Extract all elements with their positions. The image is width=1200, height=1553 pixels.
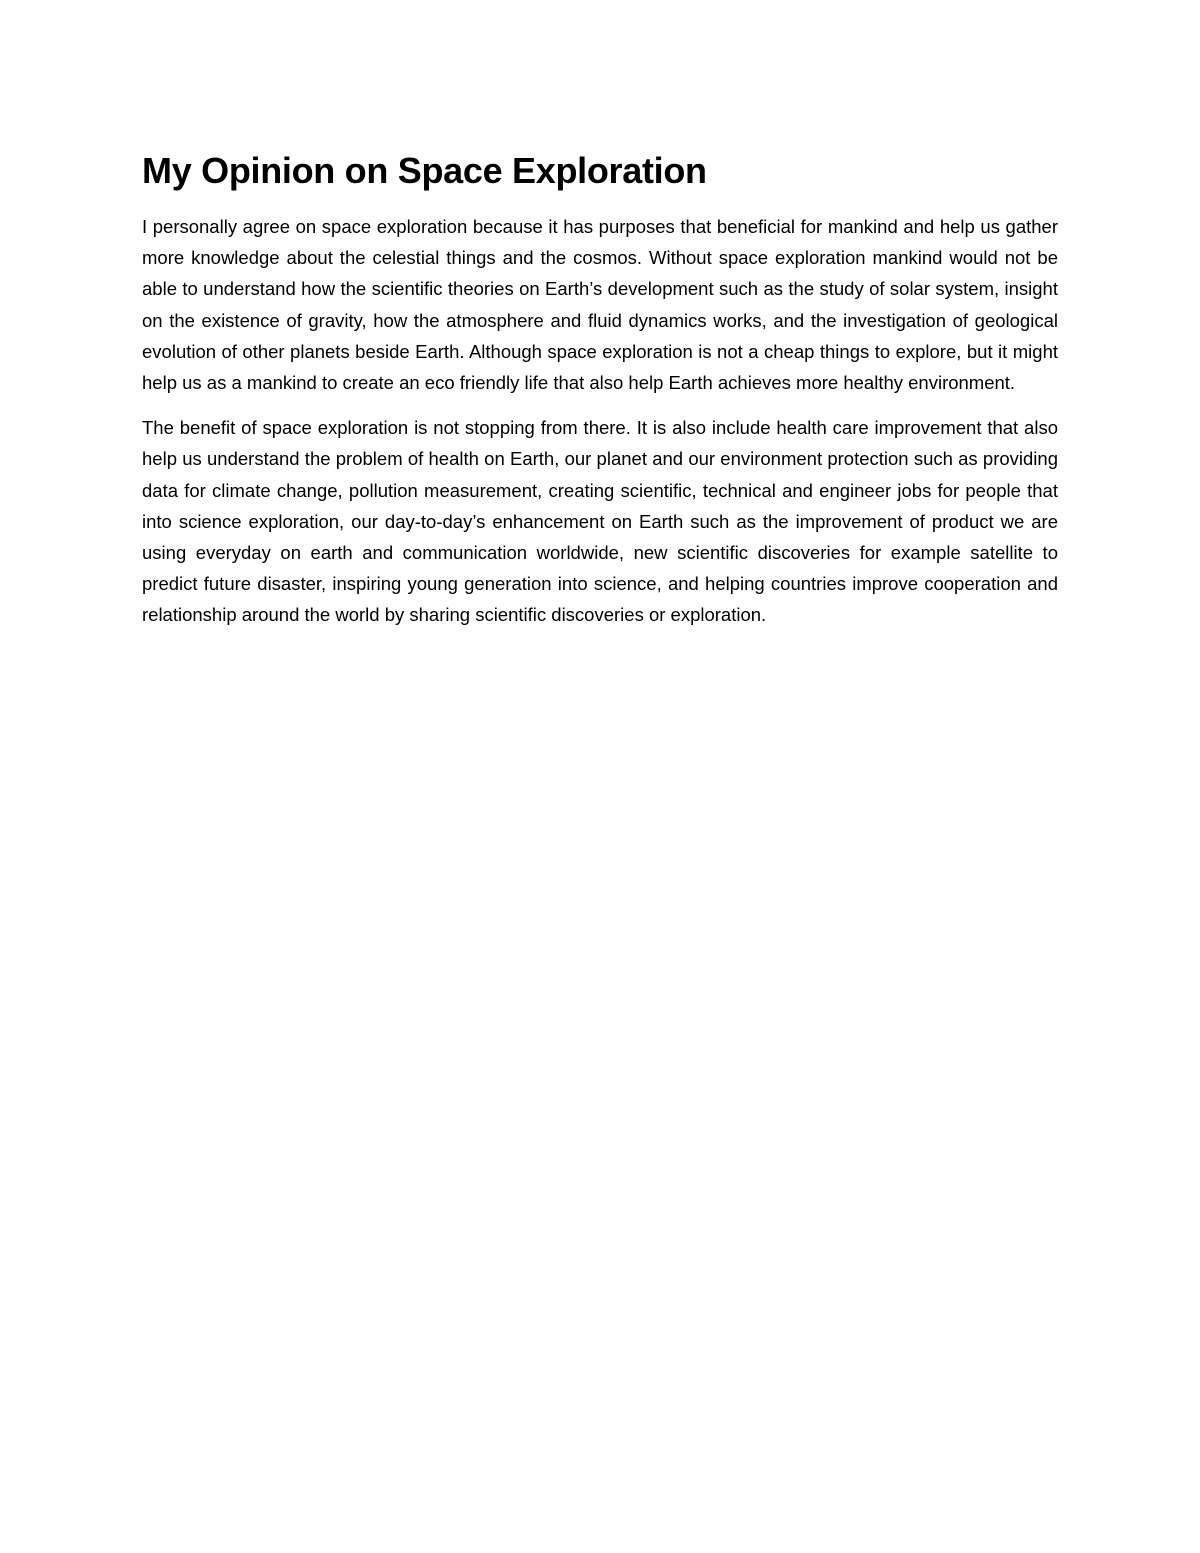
paragraph-2: The benefit of space exploration is not stopping from there. It is also include health care improvement that also help us understand the problem of health on Earth, our planet and our environment protection such as providing data for climate change, pollution measurement, creating scientific, technical and engineer jobs for people that into science exploration, our day-to-day’s enhancement on Earth such as the improvement of product we are using everyday on earth and communication worldwide, new scientific discoveries for example satellite to predict future disaster, inspiring young generation into science, and helping countries improve cooperation and relationship around the world by sharing scientific discoveries or exploration.	[142, 417, 1058, 626]
document-title: My Opinion on Space Exploration	[142, 150, 707, 191]
document-body	[142, 146, 1058, 645]
paragraph-1: I personally agree on space exploration because it has purposes that beneficial for mankind and help us gather more knowledge about the celestial things and the cosmos. Without space exploration mankind would not be able to understand how the scientific theories on Earth’s development such as the study of solar system, insight on the existence of gravity, how the atmosphere and fluid dynamics works, and the investigation of geological evolution of other planets beside Earth. Although space exploration is not a cheap things to explore, but it might help us as a mankind to create an eco friendly life that also help Earth achieves more healthy environment.	[142, 216, 1058, 394]
